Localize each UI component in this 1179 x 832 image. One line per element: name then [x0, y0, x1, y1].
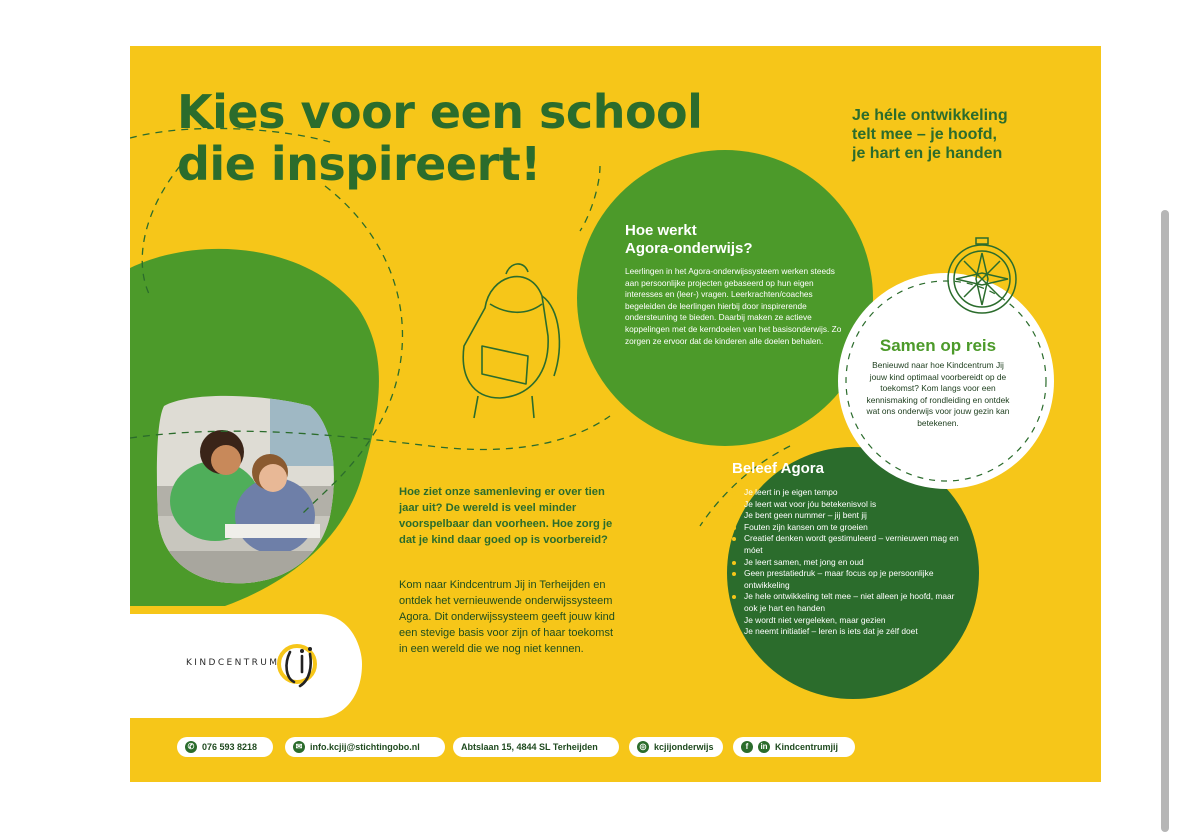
logo-word: KINDCENTRUM [186, 658, 280, 668]
samen-title: Samen op reis [879, 336, 997, 355]
list-item: Je leert in je eigen tempo [730, 487, 962, 499]
facebook-icon: f [741, 741, 753, 753]
tagline-line3: je hart en je handen [852, 145, 1003, 162]
question-text: Hoe ziet onze samenleving er over tien jaar uit? De wereld is veel minder voorspelbaar dan voorheen. Hoe zorg je dat je kind daar goed op is voorbereid? [399, 486, 613, 546]
body-text: Kom naar Kindcentrum Jij in Terheijden en ontdek het vernieuwende onderwijssysteem Agora. Dit onderwijssysteem geeft jouw kind een stevige basis voor zijn of haar toekomst in een wereld die we nog niet kennen. [399, 579, 615, 655]
mail-icon: ✉ [293, 741, 305, 753]
linkedin-icon: in [758, 741, 770, 753]
instagram-pill[interactable] [629, 737, 723, 757]
tagline-line1: Je héle ontwikkeling [852, 107, 1008, 124]
address-pill [453, 737, 619, 757]
email-pill[interactable] [285, 737, 445, 757]
list-item: Je bent geen nummer – jij bent jij [730, 510, 962, 522]
list-item: Je wordt niet vergeleken, maar gezien [730, 615, 962, 627]
headline-line2: die inspireert! [177, 137, 541, 191]
phone-pill[interactable] [177, 737, 273, 757]
phone-icon: ✆ [185, 741, 197, 753]
social-text: Kindcentrumjij [775, 742, 839, 752]
scrollbar[interactable] [1161, 210, 1169, 832]
phone-text: 076 593 8218 [202, 742, 258, 752]
agora-title [625, 222, 753, 258]
list-item: Je leert samen, met jong en oud [730, 557, 962, 569]
list-item: Geen prestatiedruk – maar focus op je persoonlijke ontwikkeling [730, 568, 962, 591]
beleef-title: Beleef Agora [732, 460, 824, 477]
list-item: Creatief denken wordt gestimuleerd – vernieuwen mag en móet [730, 533, 962, 556]
list-item: Je hele ontwikkeling telt mee – niet alleen je hoofd, maar ook je hart en handen [730, 591, 962, 614]
list-item: Je neemt initiatief – leren is iets dat je zélf doet [730, 626, 962, 638]
email-text: info.kcjij@stichtingobo.nl [310, 742, 420, 752]
headline-line1: Kies voor een school [177, 85, 703, 139]
agora-title-line1: Hoe werkt [625, 222, 697, 239]
agora-text: Leerlingen in het Agora-onderwijssysteem werken steeds aan persoonlijke projecten gebaseerd op hun eigen interesses en (leer-) vragen. Leerkrachten/coaches begeleiden de leerlingen hierbij door inspirerende ondersteuning te bieden. Daarbij maken ze actieve koppelingen met de kerndoelen van het basisonderwijs. Zo zorgen ze ervoor dat de kinderen alle doelen behalen. [625, 266, 842, 346]
beleef-list [730, 487, 962, 638]
backpack-icon [463, 264, 559, 418]
list-item: Fouten zijn kansen om te groeien [730, 522, 962, 534]
samen-text: Benieuwd naar hoe Kindcentrum Jij jouw kind optimaal voorbereidt op de toekomst? Kom langs voor een kennismaking of rondleiding en ontdek wat ons onderwijs voor jouw gezin kan betekenen. [866, 360, 1010, 428]
flyer [130, 46, 1101, 782]
tagline-line2: telt mee – je hoofd, [852, 126, 997, 143]
agora-title-line2: Agora-onderwijs? [625, 240, 753, 257]
tagline [852, 106, 1008, 163]
list-item: Je leert wat voor jóu betekenisvol is [730, 499, 962, 511]
address-text: Abtslaan 15, 4844 SL Terheijden [461, 742, 598, 752]
instagram-text: kcjijonderwijs [654, 742, 714, 752]
social-pill[interactable] [733, 737, 855, 757]
headline [177, 86, 702, 190]
instagram-icon: ◎ [637, 741, 649, 753]
